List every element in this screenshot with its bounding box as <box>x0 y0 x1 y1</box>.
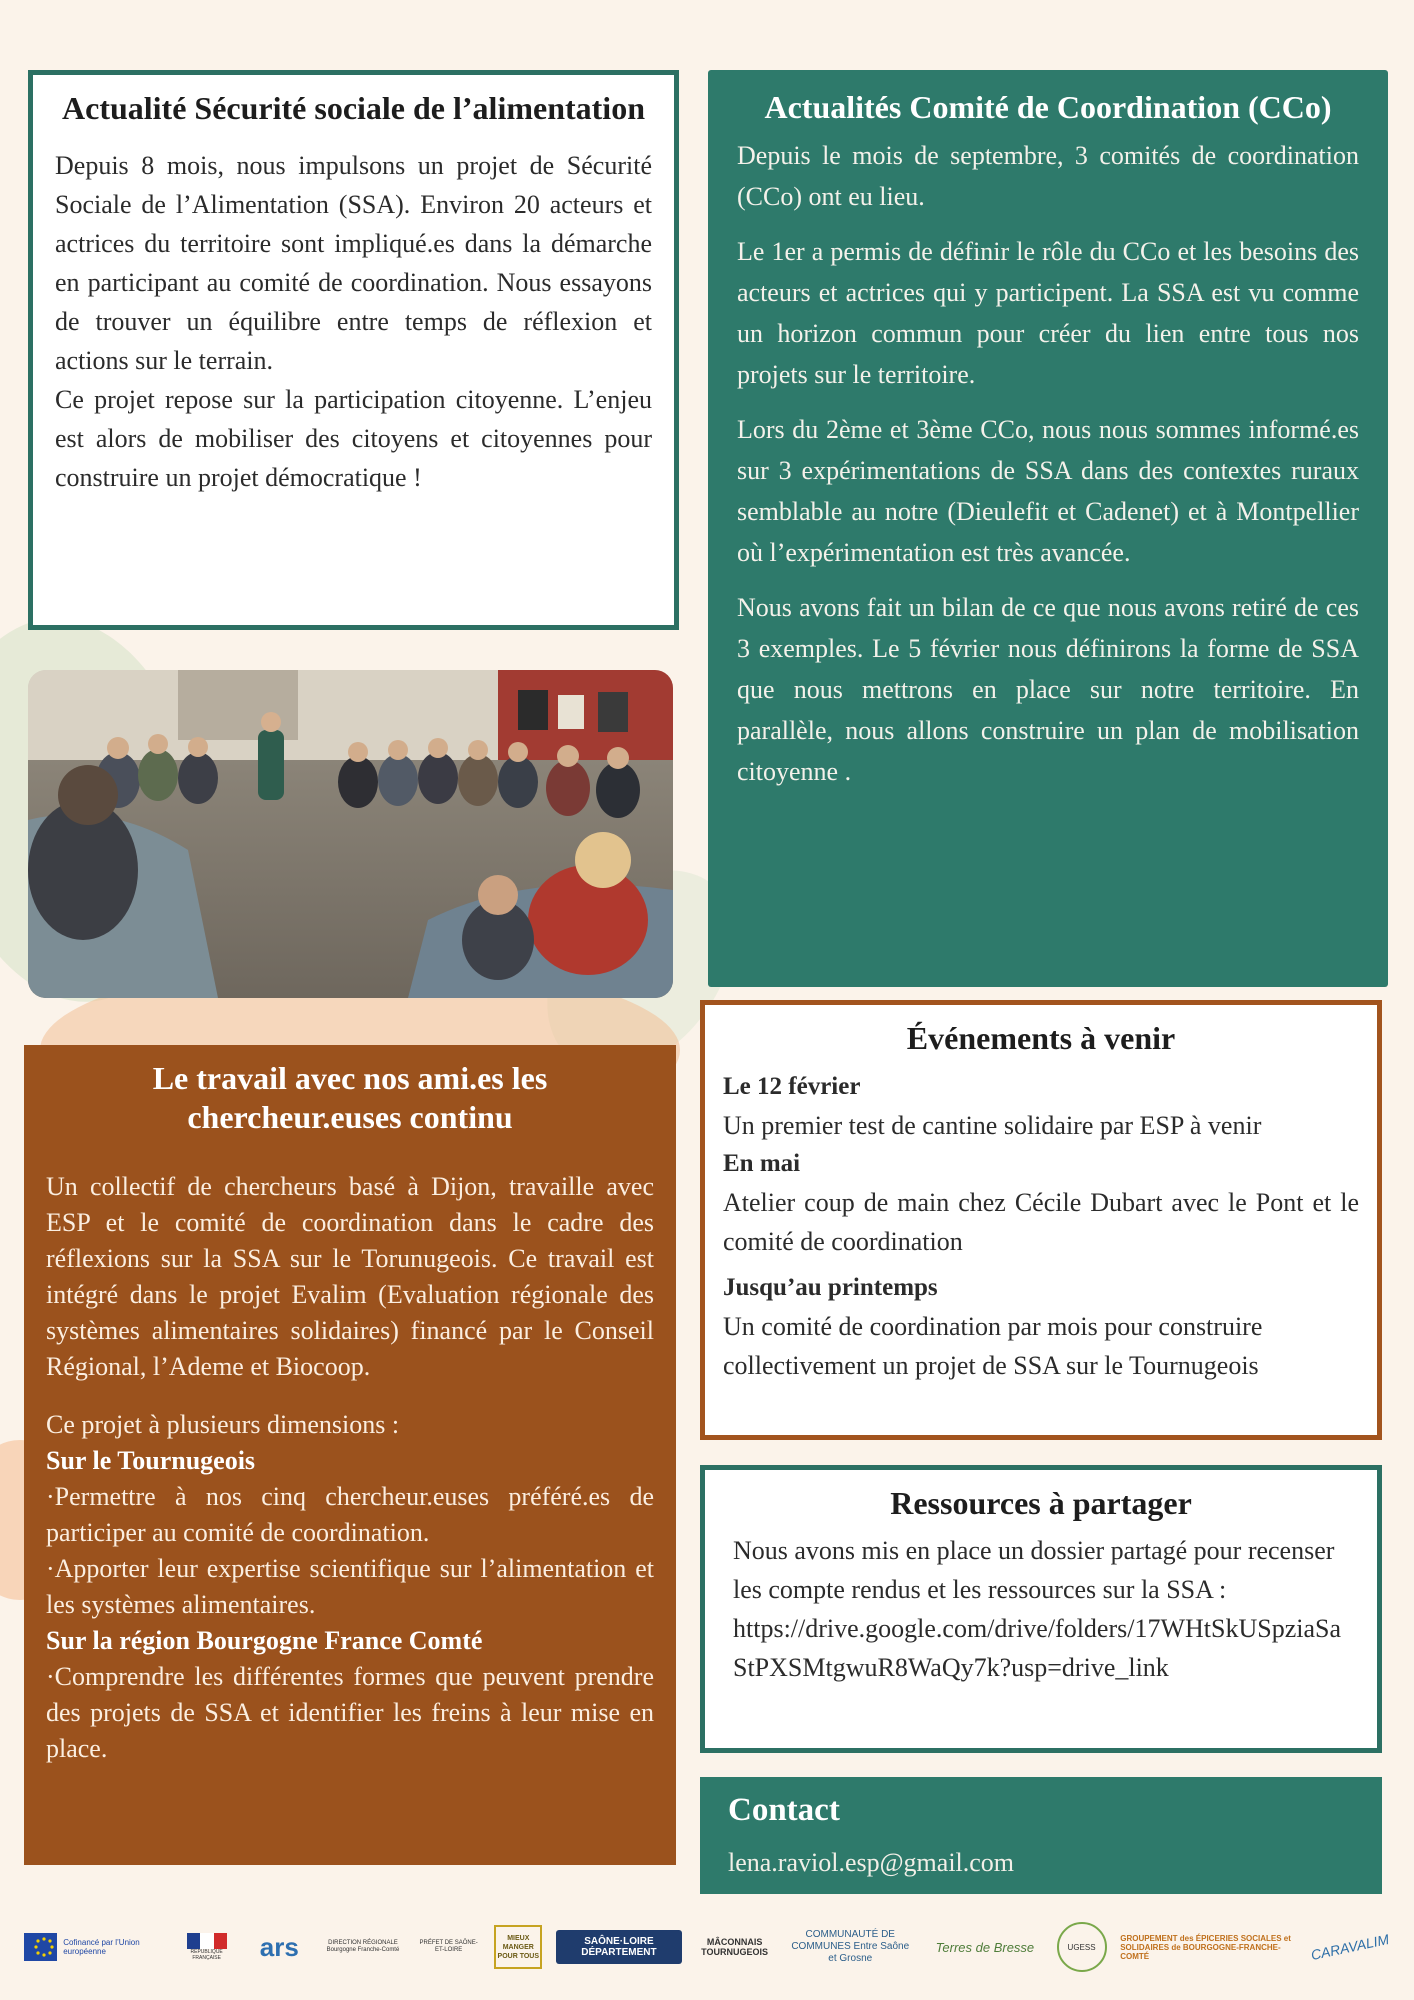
ssa-news-paragraph: Depuis 8 mois, nous impulsons un projet de Sécurité Sociale de l’Alimentation (SSA). Environ 20 acteurs et actrices du territoire sont impliqué.es dans la démarche en participant au comité de coordination. Nous essayons de trouver un équilibre entre temps de réflexion et actions sur le terrain. <box>55 151 652 375</box>
events-box <box>700 1000 1382 1440</box>
resources-text: Nous avons mis en place un dossier partagé pour recenser les compte rendus et les ressources sur la SSA : <box>733 1536 1335 1604</box>
maconnais-logo: MÂCONNAIS TOURNUGEOIS <box>701 1937 769 1957</box>
resources-title: Ressources à partager <box>890 1485 1192 1521</box>
drjscs-logo: DIRECTION RÉGIONALE Bourgogne Franche-Comté <box>326 1940 400 1953</box>
event-date: Jusqu’au printemps <box>723 1274 938 1301</box>
research-intro: Un collectif de chercheurs basé à Dijon, travaille avec ESP et le comité de coordination dans le cadre des réflexions sur la SSA sur le Torunugeois. Ce travail est intégré dans le projet Evalim (Evaluation régionale des systèmes alimentaires solidaires) financé par le Conseil Régional, l’Ademe et Biocoop. <box>46 1172 654 1381</box>
research-title: Le travail avec nos ami.es les chercheur.euses continu <box>152 1060 548 1135</box>
resources-box <box>700 1465 1382 1753</box>
contact-title: Contact <box>728 1792 840 1828</box>
republique-logo: RÉPUBLIQUE FRANÇAISE <box>178 1933 236 1961</box>
cco-news-title: Actualités Comité de Coordination (CCo) <box>764 89 1332 125</box>
eu-logo: Cofinancé par l’Union européenne <box>24 1933 164 1961</box>
research-item: ·Comprendre les différentes formes que peuvent prendre des projets de SSA et identifier les freins à leur mise en place. <box>46 1662 654 1763</box>
research-box <box>24 1045 676 1865</box>
ssa-news-title: Actualité Sécurité sociale de l’alimentation <box>62 90 645 126</box>
event-item <box>723 1068 1359 1145</box>
shared-folder-link[interactable]: https://drive.google.com/drive/folders/17WHtSkUSpziaSaStPXSMtgwuR8WaQy7k?usp=drive_link <box>733 1614 1342 1682</box>
event-description: Atelier coup de main chez Cécile Dubart avec le Pont et le comité de coordination <box>723 1188 1359 1256</box>
terres-de-bresse-logo: Terres de Bresse <box>935 1939 1035 1955</box>
epiceries-solidaires-logo: GROUPEMENT des ÉPICERIES SOCIALES et SOLIDAIRES de BOURGOGNE-FRANCHE-COMTÉ <box>1120 1933 1291 1961</box>
cco-news-box <box>708 70 1388 987</box>
event-item <box>723 1145 1359 1261</box>
ars-logo: ars <box>259 1931 299 1962</box>
event-description: Un comité de coordination par mois pour construire collectivement un projet de SSA sur le Tournugeois <box>723 1312 1263 1380</box>
ugess-logo: UGESS <box>1057 1922 1107 1972</box>
french-flag-icon <box>187 1933 227 1949</box>
research-subheading: Sur la région Bourgogne France Comté <box>46 1626 483 1655</box>
caravalim-logo: CARAVALIM <box>1309 1930 1391 1963</box>
research-subheading: Sur le Tournugeois <box>46 1446 256 1475</box>
partner-logos <box>24 1912 1390 1982</box>
event-date: En mai <box>723 1150 801 1177</box>
cco-paragraph: Depuis le mois de septembre, 3 comités de coordination (CCo) ont eu lieu. <box>737 141 1359 211</box>
cco-paragraph: Lors du 2ème et 3ème CCo, nous nous sommes informé.es sur 3 expérimentations de SSA dans des contextes ruraux semblable au notre (Dieulefit et Cadenet) et à Montpellier où l’expérimentation est très avancée. <box>737 415 1359 567</box>
event-date: Le 12 février <box>723 1073 861 1100</box>
communaute-communes-logo: COMMUNAUTÉ DE COMMUNES Entre Saône et Grosne <box>791 1929 910 1964</box>
ssa-news-box <box>28 70 679 630</box>
contact-box <box>700 1777 1382 1894</box>
ssa-news-paragraph: Ce projet repose sur la participation citoyenne. L’enjeu est alors de mobiliser des citoyens et citoyennes pour construire un projet démocratique ! <box>55 385 652 492</box>
saone-loire-logo: SAÔNE·LOIRE DÉPARTEMENT <box>556 1930 682 1964</box>
research-dimensions: Ce projet à plusieurs dimensions : <box>46 1410 400 1439</box>
contact-email[interactable]: lena.raviol.esp@gmail.com <box>728 1848 1015 1877</box>
cco-paragraph: Le 1er a permis de définir le rôle du CCo et les besoins des acteurs et actrices qui y participent. La SSA est vu comme un horizon commun pour créer du lien entre tous nos projets sur le territoire. <box>737 237 1359 389</box>
meeting-photo <box>28 670 673 998</box>
event-description: Un premier test de cantine solidaire par ESP à venir <box>723 1111 1262 1140</box>
event-item <box>723 1269 1359 1385</box>
cco-paragraph: Nous avons fait un bilan de ce que nous avons retiré de ces 3 exemples. Le 5 février nous définirons la forme de SSA que nous mettrons en place sur notre territoire. En parallèle, nous allons construire un plan de mobilisation citoyenne . <box>737 593 1359 786</box>
research-item: ·Permettre à nos cinq chercheur.euses préféré.es de participer au comité de coordination. <box>46 1482 654 1547</box>
eu-flag-icon <box>24 1933 57 1961</box>
mieux-manger-logo: MIEUX MANGER POUR TOUS <box>494 1925 542 1969</box>
research-item: ·Apporter leur expertise scientifique sur l’alimentation et les systèmes alimentaires. <box>46 1554 654 1619</box>
prefet-logo: PRÉFET DE SAÔNE-ET-LOIRE <box>419 1940 478 1953</box>
events-title: Événements à venir <box>906 1020 1176 1056</box>
